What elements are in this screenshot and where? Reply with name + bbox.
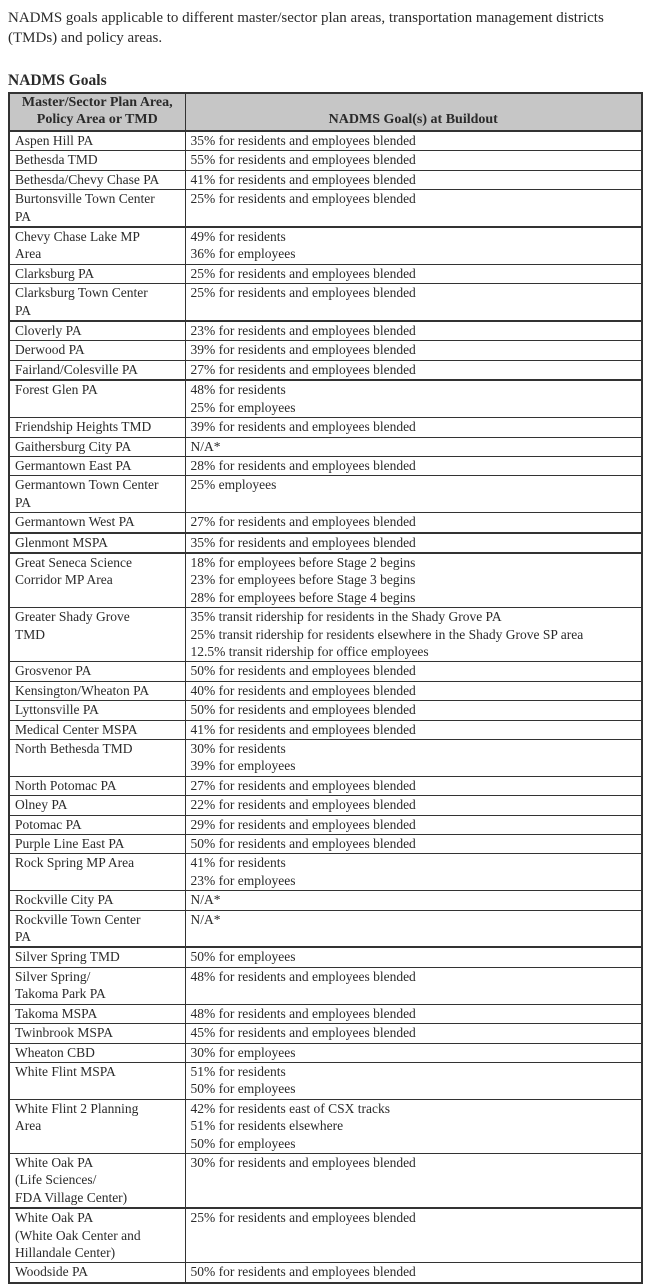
area-cell (9, 608, 185, 662)
goal-line: 23% for employees (190, 872, 296, 888)
area-cell (9, 835, 185, 854)
area-line: Friendship Heights TMD (15, 419, 152, 435)
goal-cell (185, 476, 642, 513)
area-cell (9, 170, 185, 189)
area-line: (Life Sciences/ (15, 1172, 97, 1188)
area-line: Olney PA (15, 797, 68, 813)
table-row (9, 513, 642, 533)
area-line: Clarksburg Town Center (15, 285, 148, 301)
goal-cell (185, 170, 642, 189)
area-line: PA (15, 302, 32, 318)
goal-cell (185, 513, 642, 533)
area-line: Clarksburg PA (15, 265, 95, 281)
goal-cell (185, 1043, 642, 1062)
goal-line: 30% for residents and employees blended (190, 1154, 416, 1170)
goal-line: 50% for employees (190, 1135, 296, 1151)
goal-line: 50% for employees (190, 949, 296, 965)
area-cell (9, 815, 185, 834)
area-cell (9, 854, 185, 891)
goal-line: N/A* (190, 438, 221, 454)
area-cell (9, 891, 185, 910)
table-row (9, 476, 642, 513)
area-line: Fairland/Colesville PA (15, 361, 138, 377)
goal-line: 28% for residents and employees blended (190, 457, 416, 473)
table-row (9, 701, 642, 720)
goal-cell (185, 151, 642, 170)
area-cell (9, 1024, 185, 1043)
area-cell (9, 321, 185, 341)
goal-cell (185, 815, 642, 834)
table-body (9, 131, 642, 1283)
area-line: Derwood PA (15, 342, 85, 358)
area-cell (9, 720, 185, 739)
area-line: Hillandale Center) (15, 1244, 116, 1260)
area-line: Great Seneca Science (15, 554, 132, 570)
area-line: White Oak PA (15, 1154, 94, 1170)
goal-line: 45% for residents and employees blended (190, 1025, 416, 1041)
area-cell (9, 1263, 185, 1283)
table-row (9, 681, 642, 700)
table-row (9, 947, 642, 967)
table-row (9, 380, 642, 417)
table-row (9, 854, 642, 891)
goal-cell (185, 227, 642, 264)
area-line: Takoma MSPA (15, 1005, 98, 1021)
goal-cell (185, 1263, 642, 1283)
goal-line: 35% transit ridership for residents in the Shady Grove PA (190, 609, 502, 625)
table-row (9, 190, 642, 227)
goal-line: 23% for employees before Stage 3 begins (190, 572, 416, 588)
area-cell (9, 151, 185, 170)
goal-cell (185, 701, 642, 720)
area-line: Wheaton CBD (15, 1044, 95, 1060)
area-line: White Oak PA (15, 1210, 94, 1226)
table-row (9, 1099, 642, 1153)
goal-cell (185, 854, 642, 891)
goal-line: 41% for residents and employees blended (190, 721, 416, 737)
area-cell (9, 533, 185, 553)
goal-cell (185, 360, 642, 380)
area-cell (9, 418, 185, 437)
table-row (9, 891, 642, 910)
goal-line: 23% for residents and employees blended (190, 323, 416, 339)
table-row (9, 321, 642, 341)
goal-cell (185, 662, 642, 681)
area-cell (9, 740, 185, 777)
goal-line: 40% for residents and employees blended (190, 682, 416, 698)
table-row (9, 151, 642, 170)
table-row (9, 740, 642, 777)
table-row (9, 1004, 642, 1023)
table-row (9, 437, 642, 456)
nadms-goals-table (8, 92, 643, 1284)
area-cell (9, 456, 185, 475)
area-cell (9, 1208, 185, 1263)
goal-line: 25% for residents and employees blended (190, 191, 416, 207)
table-row (9, 967, 642, 1004)
table-row (9, 776, 642, 795)
table-row (9, 662, 642, 681)
area-cell (9, 360, 185, 380)
table-row (9, 1062, 642, 1099)
goal-line: 48% for residents (190, 382, 286, 398)
header-cell-goal: NADMS Goal(s) at Buildout (185, 93, 642, 131)
goal-line: 50% for residents and employees blended (190, 836, 416, 852)
table-row (9, 533, 642, 553)
goal-cell (185, 418, 642, 437)
goal-line: 35% for residents and employees blended (190, 133, 416, 148)
area-line: Germantown East PA (15, 457, 132, 473)
area-line: Woodside PA (15, 1264, 89, 1280)
area-cell (9, 1153, 185, 1208)
goal-line: 30% for employees (190, 1044, 296, 1060)
goal-line: N/A* (190, 892, 221, 908)
table-row (9, 815, 642, 834)
area-cell (9, 284, 185, 321)
goal-line: 22% for residents and employees blended (190, 797, 416, 813)
goal-line: 27% for residents and employees blended (190, 361, 416, 377)
goal-cell (185, 947, 642, 967)
area-cell (9, 1004, 185, 1023)
area-line: White Flint MSPA (15, 1063, 116, 1079)
area-line: Takoma Park PA (15, 986, 106, 1002)
area-cell (9, 701, 185, 720)
goal-line: 25% for residents and employees blended (190, 265, 416, 281)
goal-cell (185, 1024, 642, 1043)
goal-line: 25% for residents and employees blended (190, 1210, 416, 1226)
goal-cell (185, 681, 642, 700)
goal-cell (185, 608, 642, 662)
goal-cell (185, 967, 642, 1004)
area-line: Purple Line East PA (15, 836, 125, 852)
goal-cell (185, 720, 642, 739)
goal-cell (185, 321, 642, 341)
area-cell (9, 1099, 185, 1153)
area-line: Cloverly PA (15, 323, 82, 339)
table-row (9, 360, 642, 380)
area-line: Grosvenor PA (15, 663, 92, 679)
area-cell (9, 131, 185, 151)
area-cell (9, 776, 185, 795)
goal-line: 51% for residents elsewhere (190, 1118, 344, 1134)
area-cell (9, 1062, 185, 1099)
goal-cell (185, 776, 642, 795)
area-cell (9, 662, 185, 681)
area-cell (9, 947, 185, 967)
area-line: Silver Spring/ (15, 968, 91, 984)
goal-line: 50% for employees (190, 1081, 296, 1097)
area-cell (9, 264, 185, 283)
goal-cell (185, 1004, 642, 1023)
goal-cell (185, 456, 642, 475)
table-row (9, 608, 642, 662)
goal-cell (185, 891, 642, 910)
area-line: Chevy Chase Lake MP (15, 229, 140, 245)
area-line: White Flint 2 Planning (15, 1100, 139, 1116)
goal-line: 30% for residents (190, 741, 286, 756)
table-row (9, 796, 642, 815)
table-row (9, 284, 642, 321)
table-row (9, 720, 642, 739)
goal-cell (185, 553, 642, 608)
goal-cell (185, 341, 642, 360)
area-line: Corridor MP Area (15, 572, 113, 588)
goal-line: 50% for residents and employees blended (190, 663, 416, 679)
goal-line: 39% for employees (190, 758, 296, 774)
table-row (9, 835, 642, 854)
area-line: Potomac PA (15, 816, 82, 832)
area-cell (9, 380, 185, 417)
goal-line: 50% for residents and employees blended (190, 1264, 416, 1280)
area-cell (9, 553, 185, 608)
table-header (9, 93, 642, 131)
table-row (9, 1043, 642, 1062)
table-row (9, 1153, 642, 1208)
goal-cell (185, 796, 642, 815)
goal-line: 35% for residents and employees blended (190, 534, 416, 550)
area-line: Aspen Hill PA (15, 133, 94, 148)
goal-line: 25% for residents and employees blended (190, 285, 416, 301)
table-row (9, 341, 642, 360)
area-cell (9, 476, 185, 513)
goal-line: 51% for residents (190, 1063, 286, 1079)
goal-cell (185, 380, 642, 417)
area-cell (9, 681, 185, 700)
area-cell (9, 341, 185, 360)
area-line: Silver Spring TMD (15, 949, 120, 965)
intro-paragraph: NADMS goals applicable to different master/sector plan areas, transportation management districts (TMDs) and policy areas. (8, 10, 604, 46)
area-line: Rockville City PA (15, 892, 114, 908)
area-line: PA (15, 494, 32, 510)
table-row (9, 170, 642, 189)
goal-line: 25% transit ridership for residents elsewhere in the Shady Grove SP area (190, 626, 584, 642)
area-line: Germantown West PA (15, 514, 135, 530)
table-row (9, 264, 642, 283)
header-area-line1: Master/Sector Plan Area, (21, 95, 173, 110)
table-row (9, 418, 642, 437)
area-cell (9, 437, 185, 456)
area-cell (9, 513, 185, 533)
goal-line: 39% for residents and employees blended (190, 419, 416, 435)
area-line: Area (15, 1118, 42, 1134)
area-line: Gaithersburg City PA (15, 438, 132, 454)
area-line: Rock Spring MP Area (15, 855, 135, 871)
goal-cell (185, 740, 642, 777)
goal-cell (185, 1062, 642, 1099)
table-row (9, 1024, 642, 1043)
goal-line: 39% for residents and employees blended (190, 342, 416, 358)
area-line: PA (15, 929, 32, 945)
goal-cell (185, 1153, 642, 1208)
goal-line: 48% for residents and employees blended (190, 968, 416, 984)
area-line: Twinbrook MSPA (15, 1025, 113, 1041)
goal-line: 29% for residents and employees blended (190, 816, 416, 832)
area-line: Bethesda TMD (15, 152, 98, 168)
table-row (9, 1208, 642, 1263)
goal-line: 48% for residents and employees blended (190, 1005, 416, 1021)
goal-line: 41% for residents and employees blended (190, 171, 416, 187)
area-line: TMD (15, 626, 45, 642)
area-line: (White Oak Center and (15, 1227, 141, 1243)
header-row (9, 93, 642, 131)
area-cell (9, 967, 185, 1004)
area-line: Greater Shady Grove (15, 609, 130, 625)
area-line: North Bethesda TMD (15, 741, 133, 756)
goal-line: 18% for employees before Stage 2 begins (190, 554, 416, 570)
goal-line: 49% for residents (190, 229, 286, 245)
goal-cell (185, 835, 642, 854)
goal-cell (185, 437, 642, 456)
area-line: Burtonsville Town Center (15, 191, 155, 207)
goal-line: 55% for residents and employees blended (190, 152, 416, 168)
goal-cell (185, 284, 642, 321)
area-line: FDA Village Center) (15, 1189, 128, 1205)
area-line: Bethesda/Chevy Chase PA (15, 171, 160, 187)
goal-line: 27% for residents and employees blended (190, 514, 416, 530)
goal-line: 25% for employees (190, 399, 296, 415)
header-cell-area (9, 93, 185, 131)
goal-line: 42% for residents east of CSX tracks (190, 1100, 390, 1116)
area-cell (9, 190, 185, 227)
area-line: Lyttonsville PA (15, 702, 99, 718)
goal-line: 12.5% transit ridership for office employees (190, 643, 429, 659)
goal-line: 41% for residents (190, 855, 286, 871)
goal-cell (185, 190, 642, 227)
goal-cell (185, 1099, 642, 1153)
area-line: North Potomac PA (15, 777, 117, 793)
header-area-line2: Policy Area or TMD (36, 111, 158, 127)
goal-cell (185, 131, 642, 151)
area-line: Area (15, 246, 42, 262)
goal-cell (185, 1208, 642, 1263)
goal-cell (185, 533, 642, 553)
area-line: Kensington/Wheaton PA (15, 682, 150, 698)
table-row (9, 131, 642, 151)
area-cell (9, 227, 185, 264)
goal-line: 25% employees (190, 477, 277, 493)
area-line: PA (15, 208, 32, 224)
table-row (9, 227, 642, 264)
goal-line: 36% for employees (190, 246, 296, 262)
area-line: Germantown Town Center (15, 477, 159, 493)
area-cell (9, 910, 185, 947)
area-line: Forest Glen PA (15, 382, 98, 398)
area-cell (9, 1043, 185, 1062)
table-row (9, 1263, 642, 1283)
goal-cell (185, 264, 642, 283)
area-line: Medical Center MSPA (15, 721, 138, 737)
area-line: Rockville Town Center (15, 911, 141, 927)
area-cell (9, 796, 185, 815)
area-line: Glenmont MSPA (15, 534, 108, 550)
goal-cell (185, 910, 642, 947)
goal-line: 28% for employees before Stage 4 begins (190, 589, 416, 605)
table-title: NADMS Goals (8, 72, 107, 89)
table-row (9, 456, 642, 475)
table-row (9, 910, 642, 947)
goal-line: N/A* (190, 911, 221, 927)
goal-line: 27% for residents and employees blended (190, 777, 416, 793)
goal-line: 50% for residents and employees blended (190, 702, 416, 718)
table-row (9, 553, 642, 608)
